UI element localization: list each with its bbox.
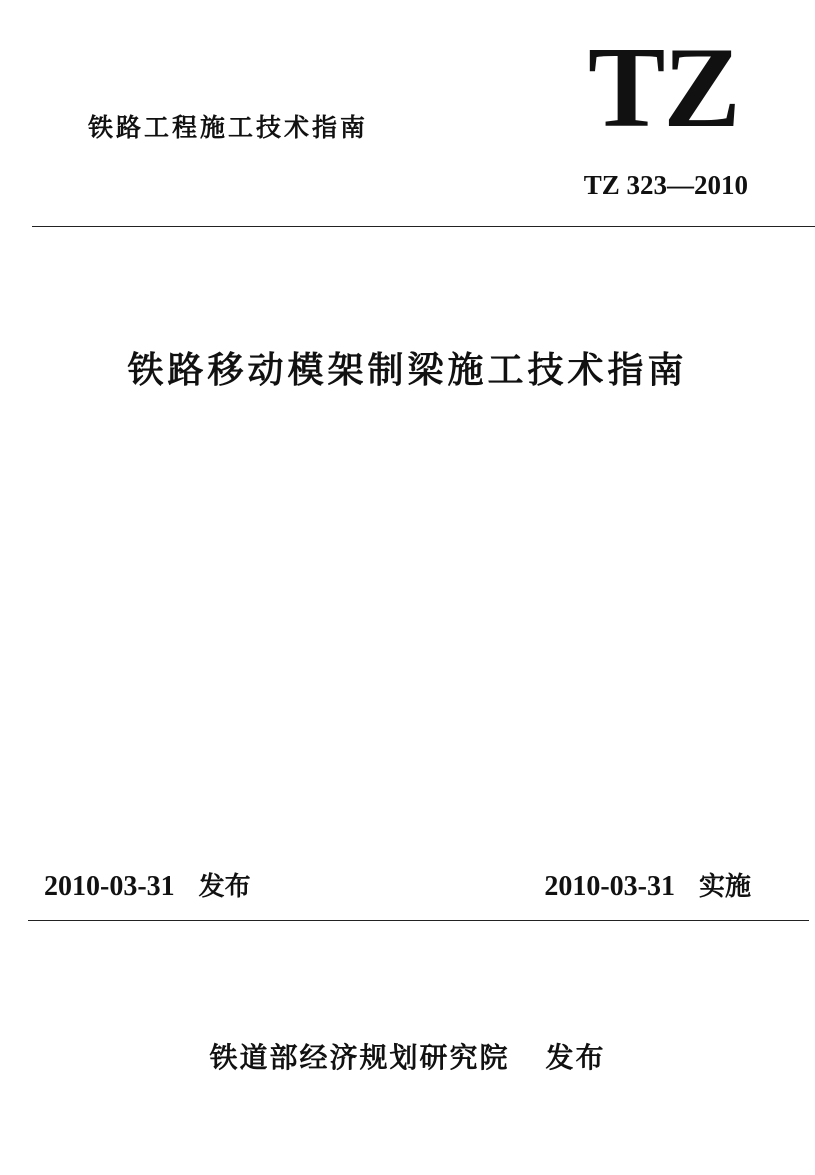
bottom-divider — [28, 920, 809, 921]
issue-date-row — [44, 866, 251, 903]
issue-date: 2010-03-31 — [44, 871, 175, 902]
effective-label: 实施 — [698, 872, 751, 902]
publisher-line — [0, 1036, 815, 1076]
publisher-action: 发布 — [545, 1041, 606, 1074]
document-title: 铁路移动模架制梁施工技术指南 — [127, 350, 688, 391]
effective-date: 2010-03-31 — [544, 871, 675, 902]
issue-label: 发布 — [198, 872, 251, 902]
series-label: 铁路工程施工技术指南 — [88, 113, 369, 142]
top-divider — [32, 226, 815, 227]
publisher-name: 铁道部经济规划研究院 — [209, 1041, 510, 1074]
effective-date-row — [544, 866, 751, 903]
standard-code: TZ 323—2010 — [583, 170, 748, 200]
standard-logo: TZ — [588, 24, 739, 152]
